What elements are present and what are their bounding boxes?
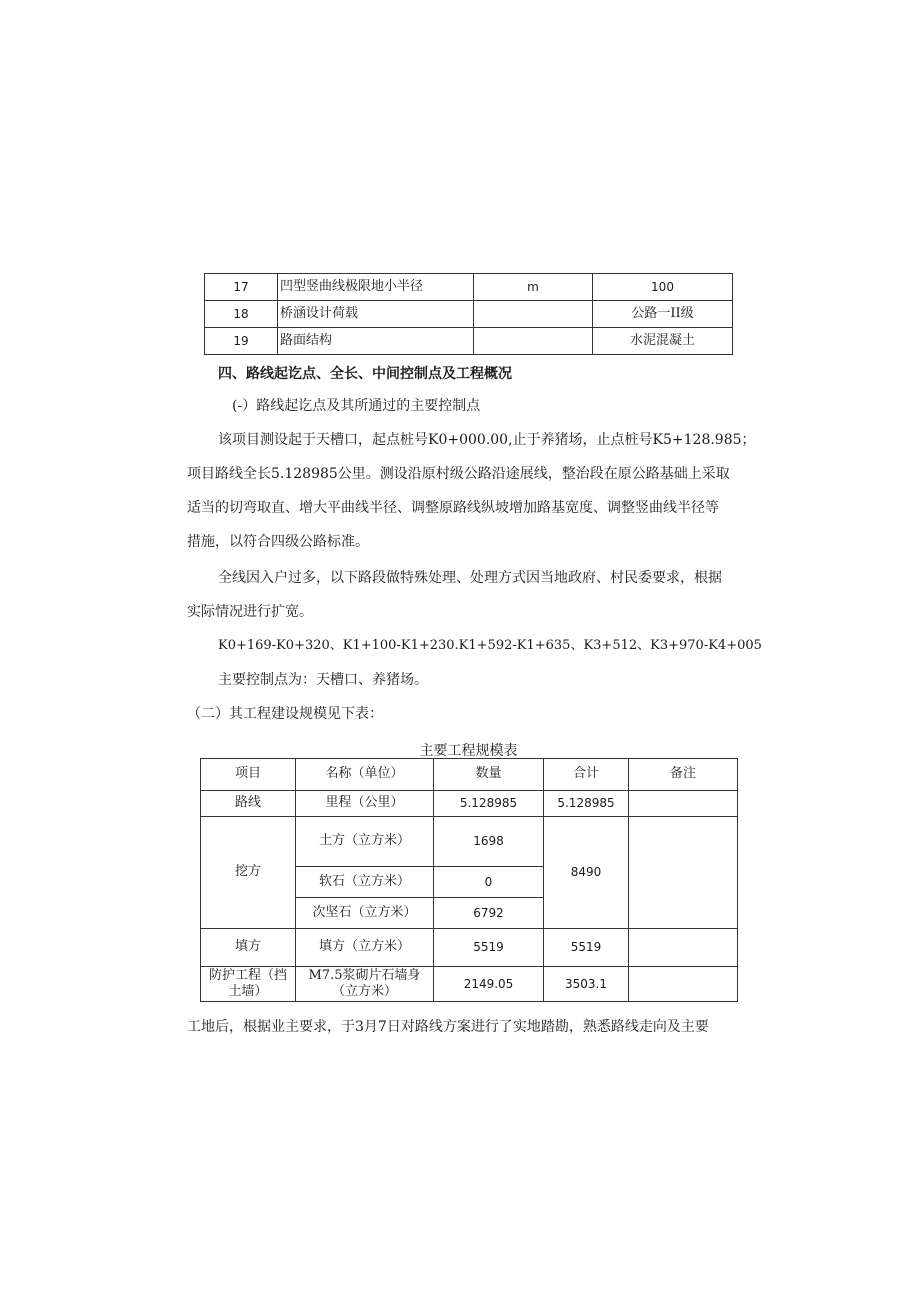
table-row (201, 929, 738, 967)
cell-qty: 0 (434, 867, 544, 898)
cell-total: 8490 (544, 817, 629, 929)
row-value: 公路一II级 (593, 301, 733, 328)
row-unit (474, 301, 593, 328)
table-row (201, 967, 738, 1002)
paragraph-line: 全线因入户过多，以下路段做特殊处理、处理方式因当地政府、村民委要求，根据 (218, 570, 722, 586)
table-row (201, 791, 738, 817)
row-name: 路面结构 (278, 328, 474, 355)
table-row (201, 817, 738, 867)
cell-note (629, 967, 738, 1002)
cell-name: 次坚石（立方米） (296, 898, 434, 929)
cell-total: 3503.1 (544, 967, 629, 1002)
cell-item: 挖方 (201, 817, 296, 929)
cell-name: 土方（立方米） (296, 817, 434, 867)
row-unit: m (474, 274, 593, 301)
table-row (205, 328, 733, 355)
table-caption: 主要工程规模表 (419, 743, 518, 759)
cell-name: 软石（立方米） (296, 867, 434, 898)
row-value: 100 (593, 274, 733, 301)
stations-list: K0+169-K0+320、K1+100-K1+230.K1+592-K1+635、K3+512、K3+970-K4+005 (218, 638, 762, 653)
header-qty: 数量 (434, 759, 544, 791)
subsection-heading-2: （二）其工程建设规模见下表： (187, 706, 383, 722)
cell-qty: 1698 (434, 817, 544, 867)
row-number: 17 (205, 274, 278, 301)
cell-item: 防护工程（挡土墙） (201, 967, 296, 1002)
paragraph-line: 实际情况进行扩宽。 (187, 604, 313, 620)
header-item: 项目 (201, 759, 296, 791)
cell-name: M7.5浆砌片石墙身（立方米） (296, 967, 434, 1002)
footer-line: 工地后，根据业主要求，于3月7日对路线方案进行了实地踏勘，熟悉路线走向及主要 (187, 1019, 709, 1035)
paragraph-line: 适当的切弯取直、增大平曲线半径、调整原路线纵坡增加路基宽度、调整竖曲线半径等 (187, 500, 719, 516)
cell-item: 路线 (201, 791, 296, 817)
cell-total: 5.128985 (544, 791, 629, 817)
table-row (205, 301, 733, 328)
control-points: 主要控制点为：天槽口、养猪场。 (218, 672, 428, 688)
table-header-row (201, 759, 738, 791)
section-heading: 四、路线起讫点、全长、中间控制点及工程概况 (218, 366, 512, 382)
paragraph-line: 该项目测设起于天槽口，起点桩号K0+000.00,止于养猪场，止点桩号K5+128.985； (218, 432, 756, 448)
cell-qty: 6792 (434, 898, 544, 929)
cell-name: 填方（立方米） (296, 929, 434, 967)
cell-note (629, 817, 738, 929)
spec-table (204, 273, 733, 355)
subsection-heading-1: (-）路线起讫点及其所通过的主要控制点 (232, 398, 481, 414)
table-row (205, 274, 733, 301)
cell-qty: 5519 (434, 929, 544, 967)
header-total: 合计 (544, 759, 629, 791)
row-number: 18 (205, 301, 278, 328)
header-name: 名称（单位） (296, 759, 434, 791)
row-unit (474, 328, 593, 355)
row-name: 桥涵设计荷载 (278, 301, 474, 328)
paragraph-line: 项目路线全长5.128985公里。测设沿原村级公路沿途展线，整治段在原公路基础上采取 (187, 466, 730, 482)
cell-note (629, 791, 738, 817)
row-number: 19 (205, 328, 278, 355)
row-name: 凹型竖曲线极限地小半径 (278, 274, 474, 301)
header-note: 备注 (629, 759, 738, 791)
cell-qty: 5.128985 (434, 791, 544, 817)
cell-qty: 2149.05 (434, 967, 544, 1002)
row-value: 水泥混凝土 (593, 328, 733, 355)
cell-total: 5519 (544, 929, 629, 967)
cell-note (629, 929, 738, 967)
cell-name: 里程（公里） (296, 791, 434, 817)
scale-table (200, 758, 738, 1002)
paragraph-line: 措施，以符合四级公路标准。 (187, 534, 369, 550)
cell-item: 填方 (201, 929, 296, 967)
